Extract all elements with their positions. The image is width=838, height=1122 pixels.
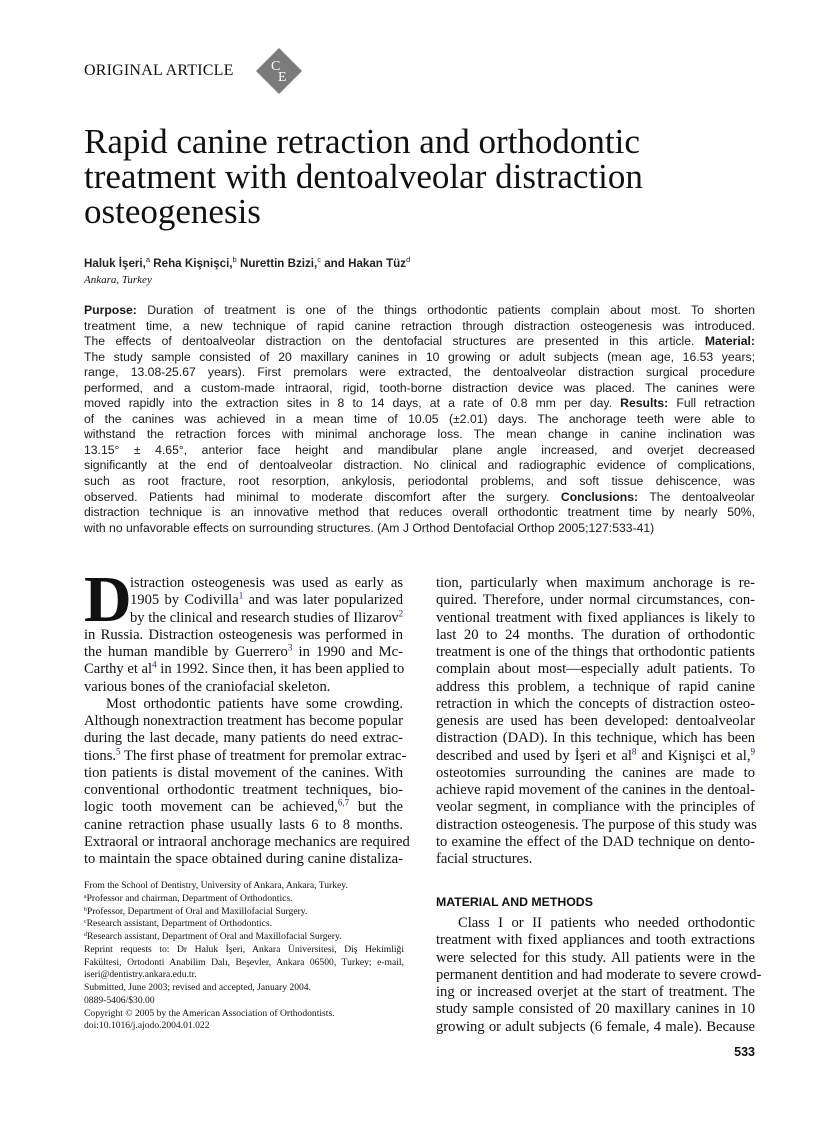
body-column-right-continued (436, 915, 762, 1036)
text-line (84, 592, 403, 609)
text-run: various bones of the craniofacial skeleton. (84, 678, 331, 695)
text-run: ventional treatment with fixed appliances is likely to (436, 609, 755, 626)
footnote-mark: c (84, 919, 87, 926)
text-run: The study sample consisted of 20 maxillary canines in 10 growing or adult subjects (mean age, 16.53 years; (84, 349, 755, 364)
text-run: during the last decade, many patients do need extrac- (84, 730, 403, 747)
text-run: distraction technique is an innovative method that reduces overall orthodontic treatment time by nearly 50%, (84, 505, 755, 520)
text-run: Copyright © 2005 by the American Association of Orthodontists. (84, 1007, 335, 1019)
text-run: quired. Therefore, under normal circumstances, con- (436, 592, 755, 609)
text-run: by the clinical and research studies of Ilizarov (130, 609, 399, 626)
text-run: described and used by İşeri et al (436, 747, 632, 764)
text-line (436, 679, 755, 696)
text-run: in 1992. Since then, it has been applied to (156, 661, 405, 678)
text-line (436, 915, 755, 932)
section-heading: MATERIAL AND METHODS (436, 895, 593, 909)
title-line: treatment with dentoalveolar distraction (84, 157, 643, 196)
svg-text:E: E (278, 70, 287, 85)
text-line (436, 748, 755, 765)
text-line (436, 851, 755, 868)
text-line (84, 381, 755, 397)
abstract-section-label: Purpose: (84, 303, 137, 317)
text-run: doi:10.1016/j.ajodo.2004.01.022 (84, 1020, 210, 1032)
citation-superscript: 4 (152, 659, 157, 670)
text-run: logic tooth movement can be achieved, (84, 799, 338, 816)
text-line (436, 627, 755, 644)
text-line (436, 575, 755, 592)
text-line (84, 765, 403, 782)
text-run: moved rapidly into the extraction sites in 8 to 14 days, at a rate of 0.8 mm per day. (84, 396, 621, 411)
text-line (436, 817, 755, 834)
text-run: Most orthodontic patients have some crowding. (106, 695, 403, 712)
text-run: From the School of Dentistry, University of Ankara, Ankara, Turkey. (84, 880, 348, 891)
footnotes (84, 880, 404, 1033)
text-line (436, 950, 755, 967)
text-run: range, 13.08-25.67 years). First premolars were extracted, the dentoalveolar distraction surgical procedure (84, 365, 755, 380)
text-line (436, 799, 755, 816)
text-line (84, 969, 404, 982)
citation-superscript: 1 (238, 590, 244, 601)
body-column-right (436, 575, 755, 868)
footnote-mark: d (84, 932, 87, 939)
text-line (84, 365, 755, 381)
text-run: growing or adult subjects (6 female, 4 male). Because (436, 1018, 755, 1035)
text-run: tion, particularly when maximum anchorage is re- (436, 575, 755, 591)
paragraph (84, 575, 403, 696)
text-line (84, 995, 404, 1008)
text-line (84, 957, 404, 970)
title-line: osteogenesis (84, 192, 261, 231)
text-line (436, 696, 755, 713)
text-line (84, 443, 755, 459)
abstract-section-label: Material: (704, 334, 755, 349)
paragraph (84, 695, 410, 869)
text-run: 1905 by Codivilla (130, 592, 239, 609)
text-run: achieve rapid movement of the canines in the dentoal- (436, 782, 755, 798)
text-line (84, 817, 403, 834)
text-run: istraction osteogenesis was used as early as (130, 575, 403, 591)
text-line (84, 350, 755, 366)
text-line (84, 661, 403, 678)
text-line (84, 644, 403, 661)
text-line (436, 984, 755, 1001)
paragraph (436, 915, 762, 1036)
text-line (84, 303, 755, 319)
text-run: distraction osteogenesis. The purpose of this study was (436, 816, 757, 833)
svg-text:C: C (271, 59, 281, 74)
author-affil-mark: a (145, 255, 151, 264)
text-run: study sample consisted of 20 maxillary canines in 10 (436, 1001, 755, 1018)
text-line (436, 730, 755, 747)
text-line (84, 982, 404, 995)
ce-badge-icon (256, 48, 302, 94)
text-run: 0889-5406/$30.00 (84, 994, 155, 1006)
text-run: significantly at the end of dentoalveolar distraction. No clinical and radiographic evidence of complications, (84, 458, 755, 473)
abstract-section-label: Results: (620, 396, 669, 411)
text-line (84, 319, 755, 335)
citation-superscript: 5 (116, 746, 121, 757)
text-run: facial structures. (436, 851, 533, 867)
text-run: distraction (DAD). In this technique, which has been (436, 730, 755, 747)
author-affil-mark: c (317, 255, 321, 264)
title-line: Rapid canine retraction and orthodontic (84, 122, 640, 161)
text-line (84, 746, 407, 765)
abstract (84, 303, 755, 536)
text-run: retraction in which the concepts of distraction osteo- (436, 695, 755, 712)
text-run: permanent dentition and had moderate to severe crowd- (436, 966, 762, 983)
text-line (436, 932, 755, 949)
citation-superscript: 3 (287, 642, 293, 653)
text-line (436, 713, 755, 730)
text-run: iseri@dentistry.ankara.edu.tr. (84, 969, 197, 981)
text-run: the human mandible by Guerrero (84, 644, 288, 660)
text-run: Although nonextraction treatment has become popular (84, 713, 403, 729)
author-name: Nurettin Bzizi, (239, 256, 318, 270)
text-line (84, 713, 403, 730)
text-line (84, 575, 403, 592)
text-run: were selected for this study. All patients were in the (436, 949, 755, 966)
text-line (436, 592, 755, 609)
text-run: Full retraction (668, 396, 755, 411)
text-run: Class I or II patients who needed orthodontic (458, 915, 755, 931)
text-line (84, 490, 755, 506)
text-line (84, 931, 404, 944)
text-run: The dentoalveolar (638, 489, 755, 504)
paragraph (436, 575, 755, 868)
text-run: Research assistant, Department of Oral and Maxillofacial Surgery. (86, 931, 342, 942)
author-list (84, 255, 410, 270)
text-run: The effects of dentoalveolar distraction on the dentofacial structures are presented in this article. (84, 334, 705, 349)
citation-superscript: 6,7 (337, 797, 350, 808)
text-run: Professor and chairman, Department of Orthodontics. (86, 892, 293, 904)
article-title (84, 124, 704, 229)
text-run: canine retraction phase usually lasts 6 to 8 months. (84, 816, 403, 833)
citation-superscript: 8 (631, 746, 637, 757)
text-run: tion patients is distal movement of the canines. With (84, 764, 403, 781)
affiliation-location: Ankara, Turkey (84, 274, 152, 286)
text-run: Carthy et al (84, 661, 153, 678)
text-line (436, 834, 755, 851)
text-line (84, 412, 755, 428)
text-line (436, 782, 755, 799)
footnote-mark: a (84, 893, 87, 900)
text-line (436, 966, 762, 984)
text-run: and was later popularized (243, 592, 403, 609)
text-line (436, 765, 755, 782)
text-run: Extraoral or intraoral anchorage mechanics are required (84, 833, 410, 850)
text-line (84, 334, 755, 350)
text-line (84, 610, 403, 627)
author-affil-mark: d (406, 255, 411, 264)
text-run: Research assistant, Department of Orthodontics. (86, 918, 272, 930)
page-number: 533 (734, 1045, 755, 1059)
text-line (84, 893, 404, 906)
abstract-section-label: Conclusions: (560, 489, 639, 504)
text-run: Professor, Department of Oral and Maxillofacial Surgery. (86, 905, 308, 917)
text-run: genesis are used has been developed: dentoalveolar (436, 713, 755, 729)
text-line (84, 730, 403, 747)
footnote-mark: b (84, 906, 87, 913)
text-line (84, 458, 755, 474)
text-run: address this problem, a technique of rapid canine (436, 678, 755, 695)
text-line (84, 505, 755, 521)
text-run: of the canines was achieved in a mean time of 10.05 (±2.01) days. The anchorage teeth were able to (84, 411, 755, 426)
text-run: Duration of treatment is one of the things orthodontic patients complain about most. To shorten (136, 303, 755, 317)
author-name: and Hakan Tüz (324, 256, 407, 270)
author-name: Haluk İşeri, (84, 256, 146, 270)
text-run: ing or increased overjet at the start of treatment. The (436, 984, 755, 1000)
text-line (84, 782, 403, 799)
text-line (436, 644, 755, 661)
text-line (84, 918, 404, 931)
text-line (84, 696, 403, 713)
text-line (84, 474, 755, 490)
author-affil-mark: b (232, 255, 237, 264)
text-line (84, 880, 404, 893)
article-type-label: ORIGINAL ARTICLE (84, 62, 234, 79)
author-name: Reha Kişnişci, (153, 256, 233, 270)
text-run: but the (349, 799, 403, 816)
text-line (84, 396, 755, 412)
text-run: performed, and a custom-made intraoral, rigid, tooth-borne distraction device was placed. The canines were (84, 380, 755, 395)
text-line (84, 427, 755, 443)
text-run: observed. Patients had minimal to moderate discomfort after the surgery. (84, 489, 561, 504)
text-line (436, 1001, 755, 1018)
text-line (84, 521, 755, 537)
text-run: withstand the retraction forces with minimal anchorage loss. The mean change in canine inclination was (84, 427, 755, 442)
text-run: to examine the effect of the DAD technique on dento- (436, 833, 755, 850)
text-run: treatment time, a new technique of rapid canine retraction through distraction osteogenesis was introduced. (84, 318, 755, 333)
text-run: osteotomies surrounding the canines are made to (436, 764, 755, 781)
body-column-left (84, 575, 410, 868)
text-run: 13.15° ± 4.65°, anterior face height and mandibular plane angle increased, and overjet decreased (84, 442, 755, 457)
text-run: last 20 to 24 months. The duration of orthodontic (436, 626, 755, 643)
text-run: tions. (84, 747, 117, 764)
text-run: to maintain the space obtained during canine distaliza- (84, 851, 403, 867)
text-run: veolar segment, in compliance with the principles of (436, 799, 755, 816)
text-line (84, 906, 404, 919)
text-line (84, 944, 404, 957)
text-run: treatment with fixed appliances and tooth extractions (436, 932, 755, 949)
text-line (84, 1008, 404, 1021)
text-run: in 1990 and Mc- (292, 644, 403, 660)
text-line (436, 610, 755, 627)
drop-cap: D (84, 563, 132, 636)
text-run: Fakültesi, Ortodonti Anabilim Dalı, Beşevler, Ankara 06500, Turkey; e-mail, (84, 956, 404, 968)
text-line (84, 833, 410, 851)
text-run: with no unfavorable effects on surrounding structures. (Am J Orthod Dentofacial Orthop 2005;127:533-41) (84, 520, 655, 535)
text-line (436, 661, 755, 678)
text-line (84, 799, 403, 816)
text-line (84, 627, 403, 644)
text-run: Reprint requests to: Dr Haluk İşeri, Ankara Üniversitesi, Diş Hekimliği (84, 943, 404, 955)
text-run: treatment is one of the things that orthodontic patients (436, 644, 755, 660)
text-run: in Russia. Distraction osteogenesis was performed in (84, 626, 403, 643)
text-line (84, 679, 403, 696)
text-line (436, 1019, 755, 1036)
text-run: conventional orthodontic treatment techniques, bio- (84, 782, 403, 798)
citation-superscript: 9 (750, 746, 755, 757)
text-line (84, 1020, 404, 1033)
text-run: Submitted, June 2003; revised and accepted, January 2004. (84, 982, 311, 993)
text-run: such as root fracture, root resorption, ankylosis, periodontal problems, and soft tissue dehiscence, was (84, 474, 755, 489)
text-run: and Kişnişci et al, (636, 747, 751, 764)
text-run: complain about most—especially adult patients. To (436, 661, 755, 678)
text-line (84, 851, 403, 868)
text-run: The first phase of treatment for premolar extrac- (120, 747, 407, 764)
citation-superscript: 2 (398, 608, 404, 619)
